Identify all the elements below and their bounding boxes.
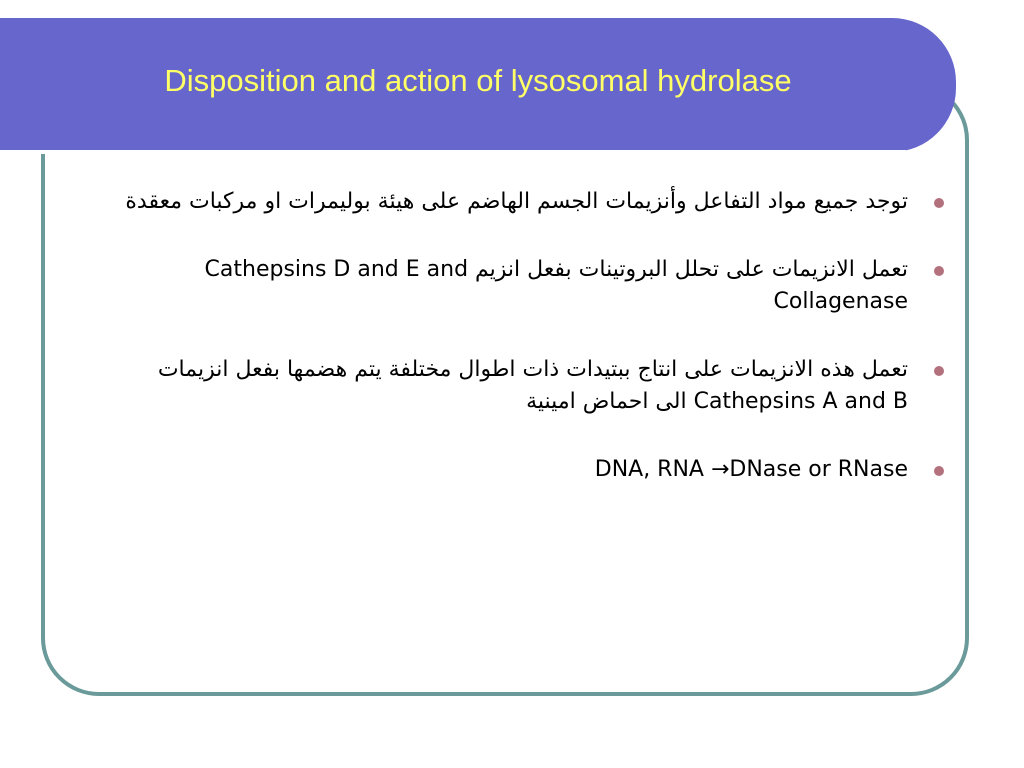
bullet-text: [70, 354, 908, 418]
bullet-text: DNA, RNA →DNase or RNase: [594, 457, 908, 482]
bullet-text-enzymes: Cathepsins D and E and Collagenase: [204, 257, 908, 314]
title-underline: [0, 150, 906, 154]
bullet-item-1: [70, 186, 950, 218]
bullet-item-2: [70, 254, 950, 318]
bullet-list: [70, 186, 950, 486]
bullet-dot-icon: [934, 466, 944, 476]
bullet-text-arabic-end: الى احماض امينية: [526, 389, 694, 414]
bullet-text: [70, 254, 908, 318]
bullet-item-4: [70, 454, 950, 486]
bullet-text: توجد جميع مواد التفاعل وأنزيمات الجسم الهاضم على هيئة بوليمرات او مركبات معقدة: [125, 189, 908, 214]
bullet-text-arabic: تعمل الانزيمات على تحلل البروتينات بفعل انزيم: [468, 257, 908, 282]
bullet-text-enzymes: Cathepsins A and B: [693, 389, 908, 414]
bullet-dot-icon: [934, 198, 944, 208]
slide-title: Disposition and action of lysosomal hydrolase: [164, 63, 792, 98]
bullet-dot-icon: [934, 266, 944, 276]
bullet-text-arabic: تعمل هذه الانزيمات على انتاج ببتيدات ذات اطوال مختلفة يتم هضمها بفعل انزيمات: [157, 357, 908, 382]
bullet-item-3: [70, 354, 950, 418]
bullet-dot-icon: [934, 366, 944, 376]
